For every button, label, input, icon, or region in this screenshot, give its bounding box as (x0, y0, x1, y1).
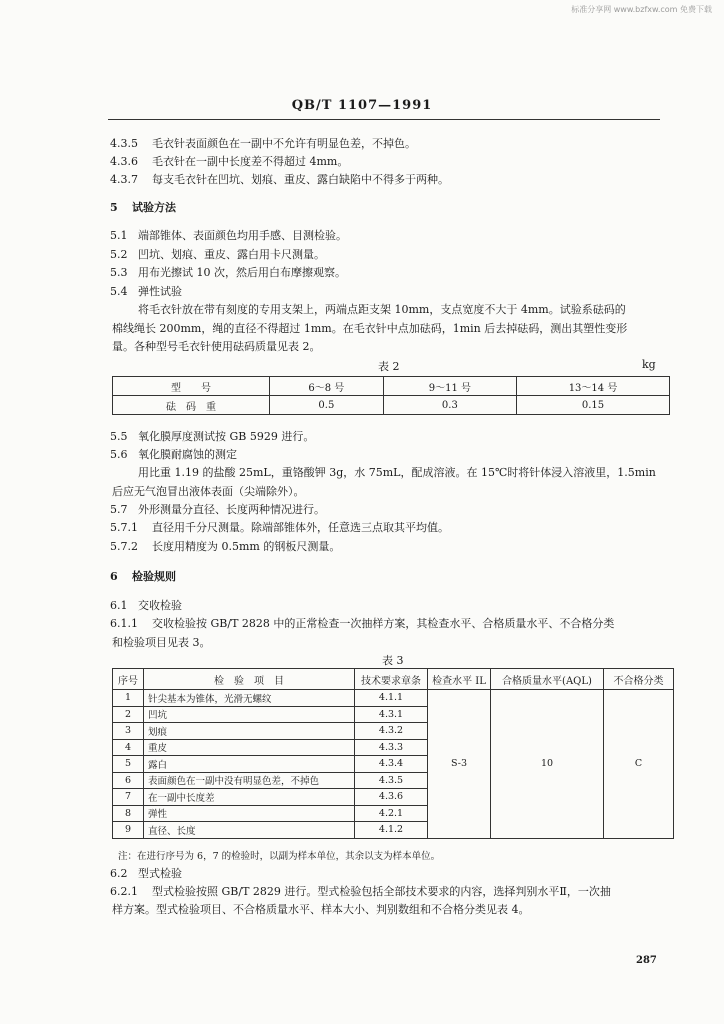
clause-5-5: 5.5 氧化膜厚度测试按 GB 5929 进行。 (110, 430, 315, 443)
table-3-cell: 凹坑 (144, 706, 355, 723)
table-2-caption: 表 2 (378, 360, 400, 373)
table-3-cell: 4.3.5 (355, 772, 428, 789)
clause-5-4-text-3: 量。各种型号毛衣针使用砝码质量见表 2。 (112, 340, 321, 353)
table-3-cell: 8 (113, 805, 144, 822)
clause-6-1: 6.1 交收检验 (110, 599, 182, 612)
table-3-header-cell: 序号 (113, 669, 144, 690)
table-3-cell: 4.3.6 (355, 789, 428, 806)
clause-5-1: 5.1 端部锥体、表面颜色均用手感、目测检验。 (110, 229, 347, 242)
nonconformity-class-cell: C (604, 690, 674, 839)
clause-5-3: 5.3 用布光擦试 10 次，然后用白布摩擦观察。 (110, 266, 346, 279)
table-2-cell: 0.5 (270, 396, 384, 415)
table-3-cell: 4.3.3 (355, 739, 428, 756)
table-2-header-cell: 型 号 (113, 377, 270, 396)
table-3-cell: 露白 (144, 756, 355, 773)
clause-6-2-1-text: 样方案。型式检验项目、不合格质量水平、样本大小、判别数组和不合格分类见表 4。 (112, 903, 530, 916)
watermark-text: 标准分享网 www.bzfxw.com 免费下载 (571, 5, 712, 14)
section-5-heading: 5 试验方法 (110, 201, 176, 214)
table-2-header-cell: 9～11 号 (383, 377, 516, 396)
clause-5-2: 5.2 凹坑、划痕、重皮、露白用卡尺测量。 (110, 248, 325, 261)
table-3-cell: 重皮 (144, 739, 355, 756)
table-3 (112, 668, 674, 839)
table-3-header-cell: 不合格分类 (604, 669, 674, 690)
clause-5-4: 5.4 弹性试验 (110, 285, 182, 298)
table-row (113, 690, 674, 707)
table-2 (112, 376, 670, 415)
table-3-cell: 1 (113, 690, 144, 707)
table-3-cell: 5 (113, 756, 144, 773)
clause-5-7-1: 5.7.1 直径用千分尺测量。除端部锥体外，任意选三点取其平均值。 (110, 521, 449, 534)
table-2-cell: 砝 码 重 (113, 396, 270, 415)
table-2-cell: 0.15 (517, 396, 670, 415)
clause-5-7-2: 5.7.2 长度用精度为 0.5mm 的钢板尺测量。 (110, 540, 341, 553)
clause-4-3-7: 4.3.7 每支毛衣针在凹坑、划痕、重皮、露白缺陷中不得多于两种。 (110, 173, 449, 186)
table-3-cell: 直径、长度 (144, 822, 355, 839)
table-3-cell: 表面颜色在一副中没有明显色差，不掉色 (144, 772, 355, 789)
table-3-cell: 4.3.2 (355, 723, 428, 740)
table-3-cell: 弹性 (144, 805, 355, 822)
table-3-cell: 4.1.1 (355, 690, 428, 707)
header-rule (108, 119, 660, 120)
table-3-cell: 划痕 (144, 723, 355, 740)
table-3-header-row (113, 669, 674, 690)
clause-6-1-1-text: 和检验项目见表 3。 (112, 636, 211, 649)
inspection-level-cell: S-3 (428, 690, 491, 839)
table-3-cell: 9 (113, 822, 144, 839)
clause-5-4-text-2: 棉线绳长 200mm，绳的直径不得超过 1mm。在毛衣针中点加砝码，1min 后去掉砝码，测出其塑性变形 (112, 322, 628, 335)
clause-4-3-6: 4.3.6 毛衣针在一副中长度差不得超过 4mm。 (110, 155, 349, 168)
table-3-cell: 针尖基本为锥体，光滑无螺纹 (144, 690, 355, 707)
clause-5-4-text-1: 将毛衣针放在带有刻度的专用支架上，两端点距支架 10mm，支点宽度不大于 4mm。试验系砝码的 (138, 303, 626, 316)
clause-6-2: 6.2 型式检验 (110, 867, 182, 880)
table-2-header-cell: 13～14 号 (517, 377, 670, 396)
table-3-cell: 4.2.1 (355, 805, 428, 822)
table-2-cell: 0.3 (383, 396, 516, 415)
table-2-data-row (113, 396, 670, 415)
section-6-heading: 6 检验规则 (110, 570, 176, 583)
table-3-header-cell: 技术要求章条 (355, 669, 428, 690)
table-3-header-cell: 检查水平 IL (428, 669, 491, 690)
clause-5-7: 5.7 外形测量分直径、长度两种情况进行。 (110, 503, 325, 516)
page-number: 287 (636, 955, 657, 966)
table-3-cell: 2 (113, 706, 144, 723)
standard-header: QB/T 1107—1991 (291, 98, 433, 113)
table-3-note: 注：在进行序号为 6，7 的检验时，以副为样本单位，其余以支为样本单位。 (118, 851, 441, 862)
table-2-header-cell: 6～8 号 (270, 377, 384, 396)
table-3-header-cell: 检 验 项 目 (144, 669, 355, 690)
table-3-cell: 4.3.4 (355, 756, 428, 773)
table-3-cell: 4 (113, 739, 144, 756)
table-2-header-row (113, 377, 670, 396)
table-3-header-cell: 合格质量水平(AQL) (491, 669, 604, 690)
table-3-cell: 4.3.1 (355, 706, 428, 723)
clause-5-6: 5.6 氧化膜耐腐蚀的测定 (110, 448, 237, 461)
clause-5-6-text-1: 用比重 1.19 的盐酸 25mL，重铬酸钾 3g，水 75mL，配成溶液。在 15℃时将针体浸入溶液里，1.5min (138, 466, 656, 479)
clause-6-2-1: 6.2.1 型式检验按照 GB/T 2829 进行。型式检验包括全部技术要求的内容，选择判别水平Ⅱ，一次抽 (110, 885, 611, 898)
clause-5-6-text-2: 后应无气泡冒出液体表面（尖端除外）。 (112, 485, 305, 498)
clause-6-1-1: 6.1.1 交收检验按 GB/T 2828 中的正常检查一次抽样方案，其检查水平、合格质量水平、不合格分类 (110, 617, 615, 630)
table-3-cell: 6 (113, 772, 144, 789)
table-2-unit: kg (642, 358, 656, 371)
table-3-caption: 表 3 (382, 654, 404, 667)
table-3-cell: 4.1.2 (355, 822, 428, 839)
aql-cell: 10 (491, 690, 604, 839)
clause-4-3-5: 4.3.5 毛衣针表面颜色在一副中不允许有明显色差，不掉色。 (110, 137, 416, 150)
table-3-cell: 7 (113, 789, 144, 806)
table-3-cell: 在一副中长度差 (144, 789, 355, 806)
table-3-cell: 3 (113, 723, 144, 740)
